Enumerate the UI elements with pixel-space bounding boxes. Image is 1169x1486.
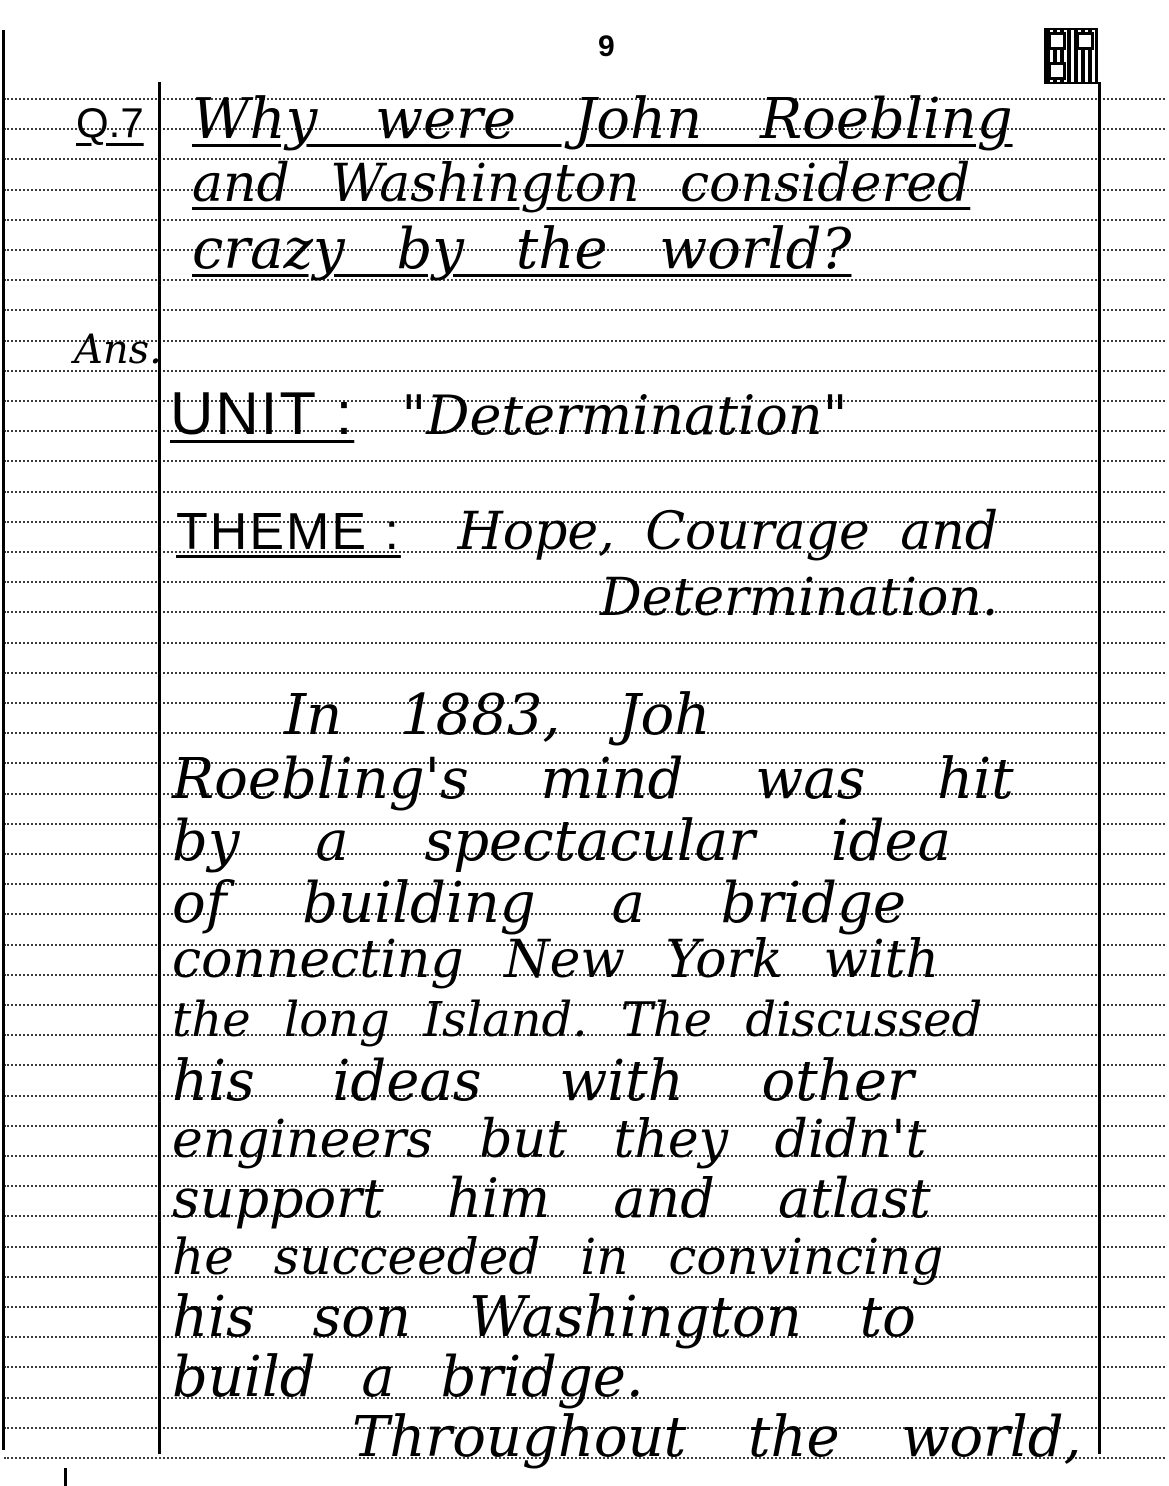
question-line-3: crazy by the world? xyxy=(192,217,852,282)
body-line-13: Throughout the world, xyxy=(352,1405,1082,1470)
body-line-2: Roebling's mind was hit xyxy=(172,747,1014,812)
ruled-line xyxy=(4,370,1165,372)
page-left-edge xyxy=(2,30,5,1450)
question-label: Q.7 xyxy=(76,99,144,146)
unit-key: UNIT : xyxy=(170,380,355,447)
unit-value: "Determination" xyxy=(401,384,848,447)
body-line-6: the long Island. The discussed xyxy=(172,992,983,1048)
ruled-line xyxy=(4,340,1165,342)
body-line-4: of building a bridge xyxy=(172,871,906,936)
body-line-5: connecting New York with xyxy=(172,930,939,990)
theme-value: Hope, Courage and xyxy=(457,502,999,562)
qr-code-icon xyxy=(1046,30,1096,82)
body-line-10: he succeeded in convincing xyxy=(172,1228,944,1286)
question-line-2: and Washington considered xyxy=(192,154,971,214)
theme-value-cont: Determination. xyxy=(600,568,999,628)
ruled-line xyxy=(4,672,1165,674)
ruled-line xyxy=(4,309,1165,311)
unit-line xyxy=(170,380,848,447)
body-line-11: his son Washington to xyxy=(172,1285,916,1350)
right-margin-line xyxy=(1098,82,1101,1454)
theme-line xyxy=(176,502,999,562)
body-line-1: In 1883, Joh xyxy=(284,683,711,748)
body-line-8: engineers but they didn't xyxy=(172,1110,927,1170)
body-line-9: support him and atlast xyxy=(172,1167,931,1230)
page-number: 9 xyxy=(598,30,615,63)
margin-line xyxy=(158,82,161,1454)
body-line-7: his ideas with other xyxy=(172,1049,914,1114)
answer-label: Ans. xyxy=(74,327,162,373)
ruled-line xyxy=(4,642,1165,644)
ruled-line xyxy=(4,460,1165,462)
bottom-mark xyxy=(64,1468,67,1486)
theme-key: THEME : xyxy=(176,503,401,561)
question-line-1: Why were John Roebling xyxy=(192,87,1013,152)
body-line-12: build a bridge. xyxy=(172,1345,644,1410)
ruled-line xyxy=(4,491,1165,493)
body-line-3: by a spectacular idea xyxy=(172,809,952,874)
